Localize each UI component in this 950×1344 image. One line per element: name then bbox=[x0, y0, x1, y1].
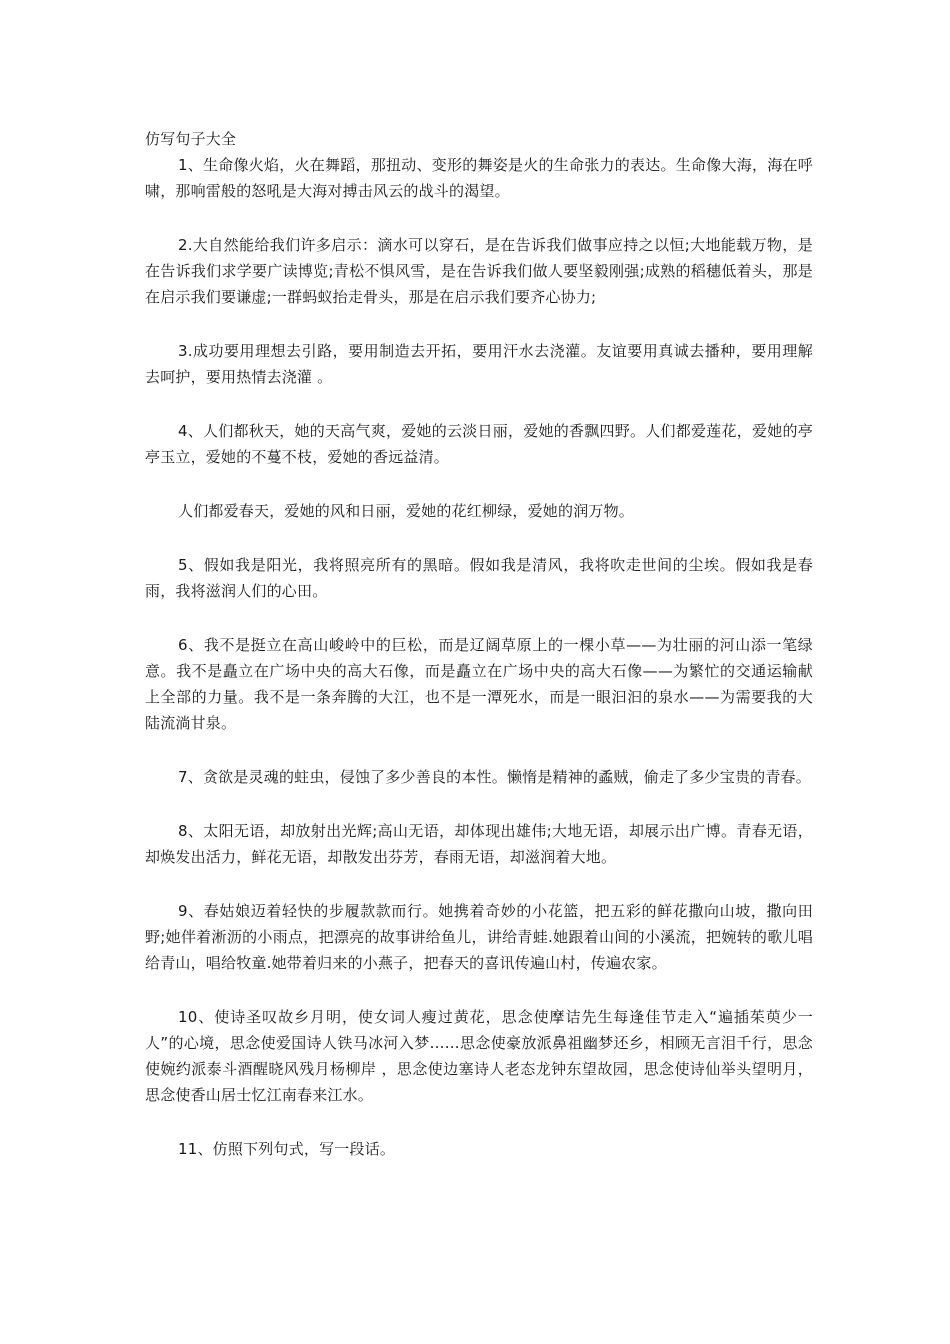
paragraph-8: 7、贪欲是灵魂的蛀虫，侵蚀了多少善良的本性。懒惰是精神的蟊贼，偷走了多少宝贵的青春。 bbox=[178, 768, 811, 786]
paragraph-2: 2.大自然能给我们许多启示：滴水可以穿石，是在告诉我们做事应持之以恒;大地能载万物，是在告诉我们求学要广读博览;青松不惧风雪，是在告诉我们做人要坚毅刚强;成熟的稻穗低着头，那是在启示我们要谦虚;一群蚂蚁抬走骨头，那是在启示我们要齐心协力; bbox=[145, 236, 813, 306]
paragraph-1: 1、生命像火焰，火在舞蹈，那扭动、变形的舞姿是火的生命张力的表达。生命像大海，海在呼啸，那响雷般的怒吼是大海对搏击风云的战斗的渴望。 bbox=[145, 156, 813, 200]
paragraph-6: 5、假如我是阳光，我将照亮所有的黑暗。假如我是清风，我将吹走世间的尘埃。假如我是春雨，我将滋润人们的心田。 bbox=[145, 556, 813, 600]
paragraph-10: 9、春姑娘迈着轻快的步履款款而行。她携着奇妙的小花篮，把五彩的鲜花撒向山坡，撒向田野;她伴着淅沥的小雨点，把漂亮的故事讲给鱼儿，讲给青蛙.她跟着山间的小溪流，把婉转的歌儿唱给青山，唱给牧童.她带着归来的小燕子，把春天的喜讯传遍山村，传遍农家。 bbox=[145, 902, 813, 972]
paragraph-3: 3.成功要用理想去引路，要用制造去开拓，要用汗水去浇灌。友谊要用真诚去播种，要用理解去呵护，要用热情去浇灌 。 bbox=[145, 342, 813, 386]
document-title: 仿写句子大全 bbox=[145, 130, 237, 148]
paragraph-11: 10、使诗圣叹故乡月明，使女词人瘦过黄花，思念使摩诘先生每逢佳节走入“遍插茱萸少一人”的心境，思念使爱国诗人铁马冰河入梦……思念使豪放派鼻祖幽梦还乡，相顾无言泪千行，思念使婉约派泰斗酒醒晓风残月杨柳岸 ，思念使边塞诗人老态龙钟东望故园，思念使诗仙举头望明月，思念使香山居士忆江南春来江水。 bbox=[145, 1008, 813, 1104]
paragraph-4: 4、人们都秋天，她的天高气爽，爱她的云淡日丽，爱她的香飘四野。人们都爱莲花，爱她的亭亭玉立，爱她的不蔓不枝，爱她的香远益清。 bbox=[145, 422, 813, 466]
paragraph-7: 6、我不是挺立在高山峻岭中的巨松，而是辽阔草原上的一棵小草——为壮丽的河山添一笔绿意。我不是矗立在广场中央的高大石像，而是矗立在广场中央的高大石像——为繁忙的交通运输献上全部的力量。我不是一条奔腾的大江，也不是一潭死水，而是一眼汩汩的泉水——为需要我的大陆流淌甘泉。 bbox=[145, 636, 813, 732]
paragraph-5: 人们都爱春天，爱她的风和日丽，爱她的花红柳绿，爱她的润万物。 bbox=[178, 502, 635, 520]
paragraph-9: 8、太阳无语，却放射出光辉;高山无语，却体现出雄伟;大地无语，却展示出广博。青春无语，却焕发出活力，鲜花无语，却散发出芬芳，春雨无语，却滋润着大地。 bbox=[145, 822, 813, 866]
document-body bbox=[145, 126, 813, 1190]
paragraph-12: 11、仿照下列句式，写一段话。 bbox=[178, 1140, 396, 1158]
